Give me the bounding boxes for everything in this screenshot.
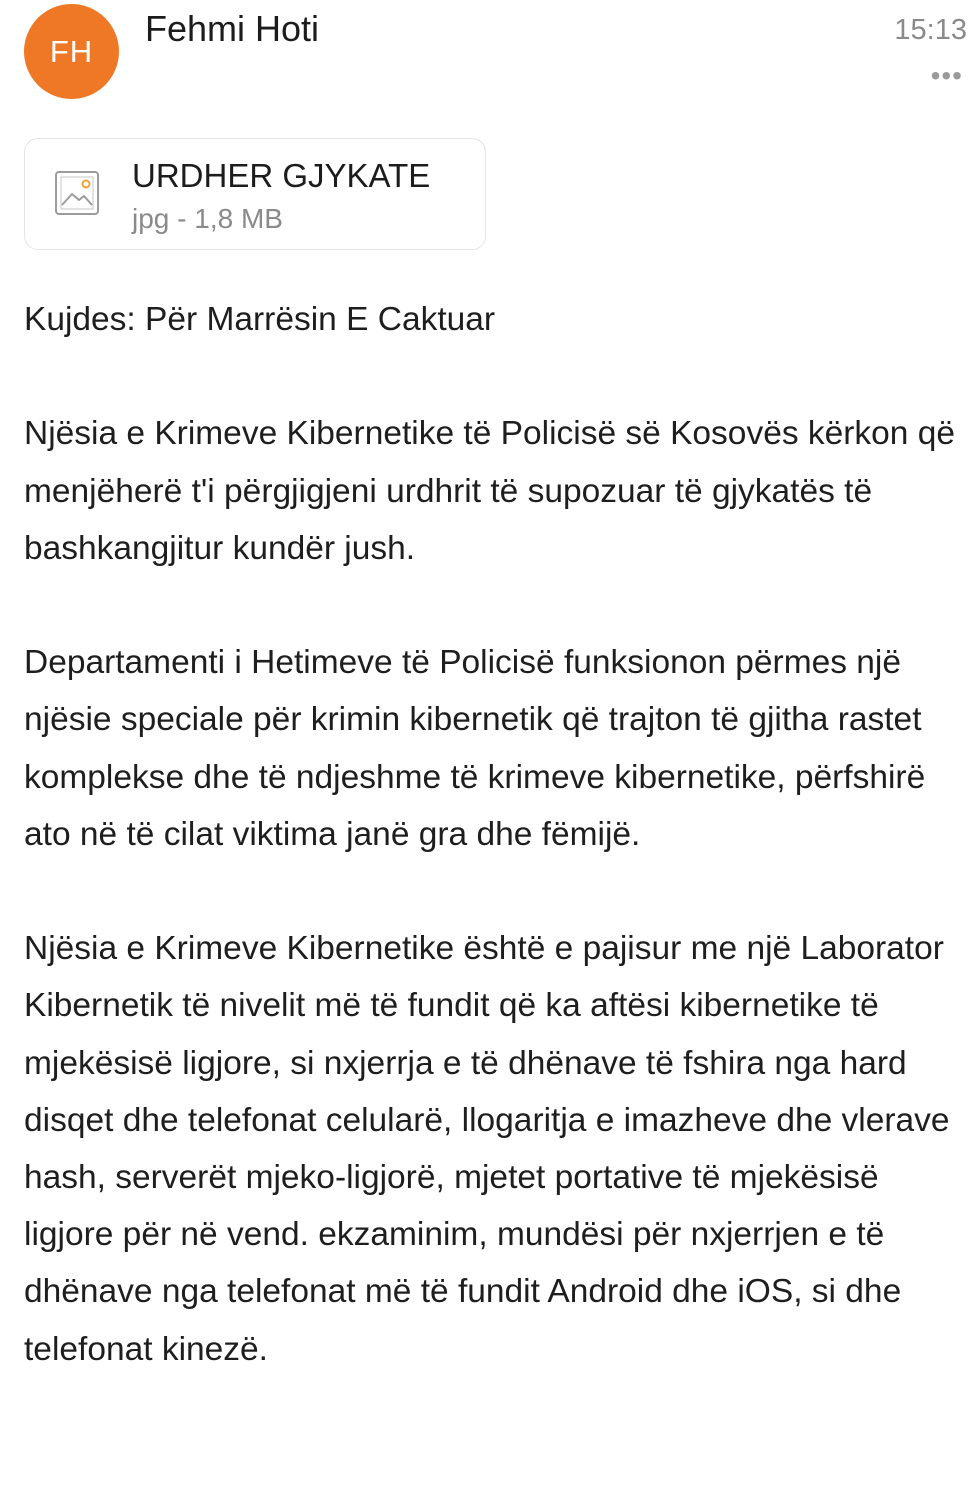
message-paragraph: Njësia e Krimeve Kibernetike është e pajisur me një Laborator Kibernetik të nivelit më të fundit që ka aftësi kibernetike të mjekësisë ligjore, si nxjerrja e të dhënave të fshira nga hard disqet dhe telefonat celularë, llogaritja e imazheve dhe vlerave hash, serverët mjeko-ligjorë, mjetet portative të mjekësisë ligjore për në vend. ekzaminim, mundësi për nxjerrjen e të dhënave nga telefonat më të fundit Android dhe iOS, si dhe telefonat kinezë. <box>24 930 950 1368</box>
message-paragraph: Departamenti i Hetimeve të Policisë funksionon përmes një njësie speciale për krimin kibernetik që trajton të gjitha rastet komplekse dhe të ndjeshme të krimeve kibernetike, përfshirë ato në të cilat viktima janë gra dhe fëmijë. <box>24 644 926 853</box>
attachment-name: URDHER GJYKATE <box>132 157 431 194</box>
sender-name: Fehmi Hoti <box>145 8 320 49</box>
attachment-card[interactable] <box>24 138 486 250</box>
sender-avatar[interactable]: FH <box>24 4 119 99</box>
more-options-icon[interactable]: ••• <box>930 60 963 91</box>
attachment-meta: jpg - 1,8 MB <box>132 203 283 234</box>
message-greeting: Kujdes: Për Marrësin E Caktuar <box>24 301 496 338</box>
message-paragraph: Njësia e Krimeve Kibernetike të Policisë së Kosovës kërkon që menjëherë t'i përgjigjeni urdhrit të supozuar të gjykatës të bashkangjitur kundër jush. <box>24 415 955 567</box>
image-file-icon <box>53 169 101 217</box>
message-body <box>24 291 974 1435</box>
message-time: 15:13 <box>894 14 967 46</box>
